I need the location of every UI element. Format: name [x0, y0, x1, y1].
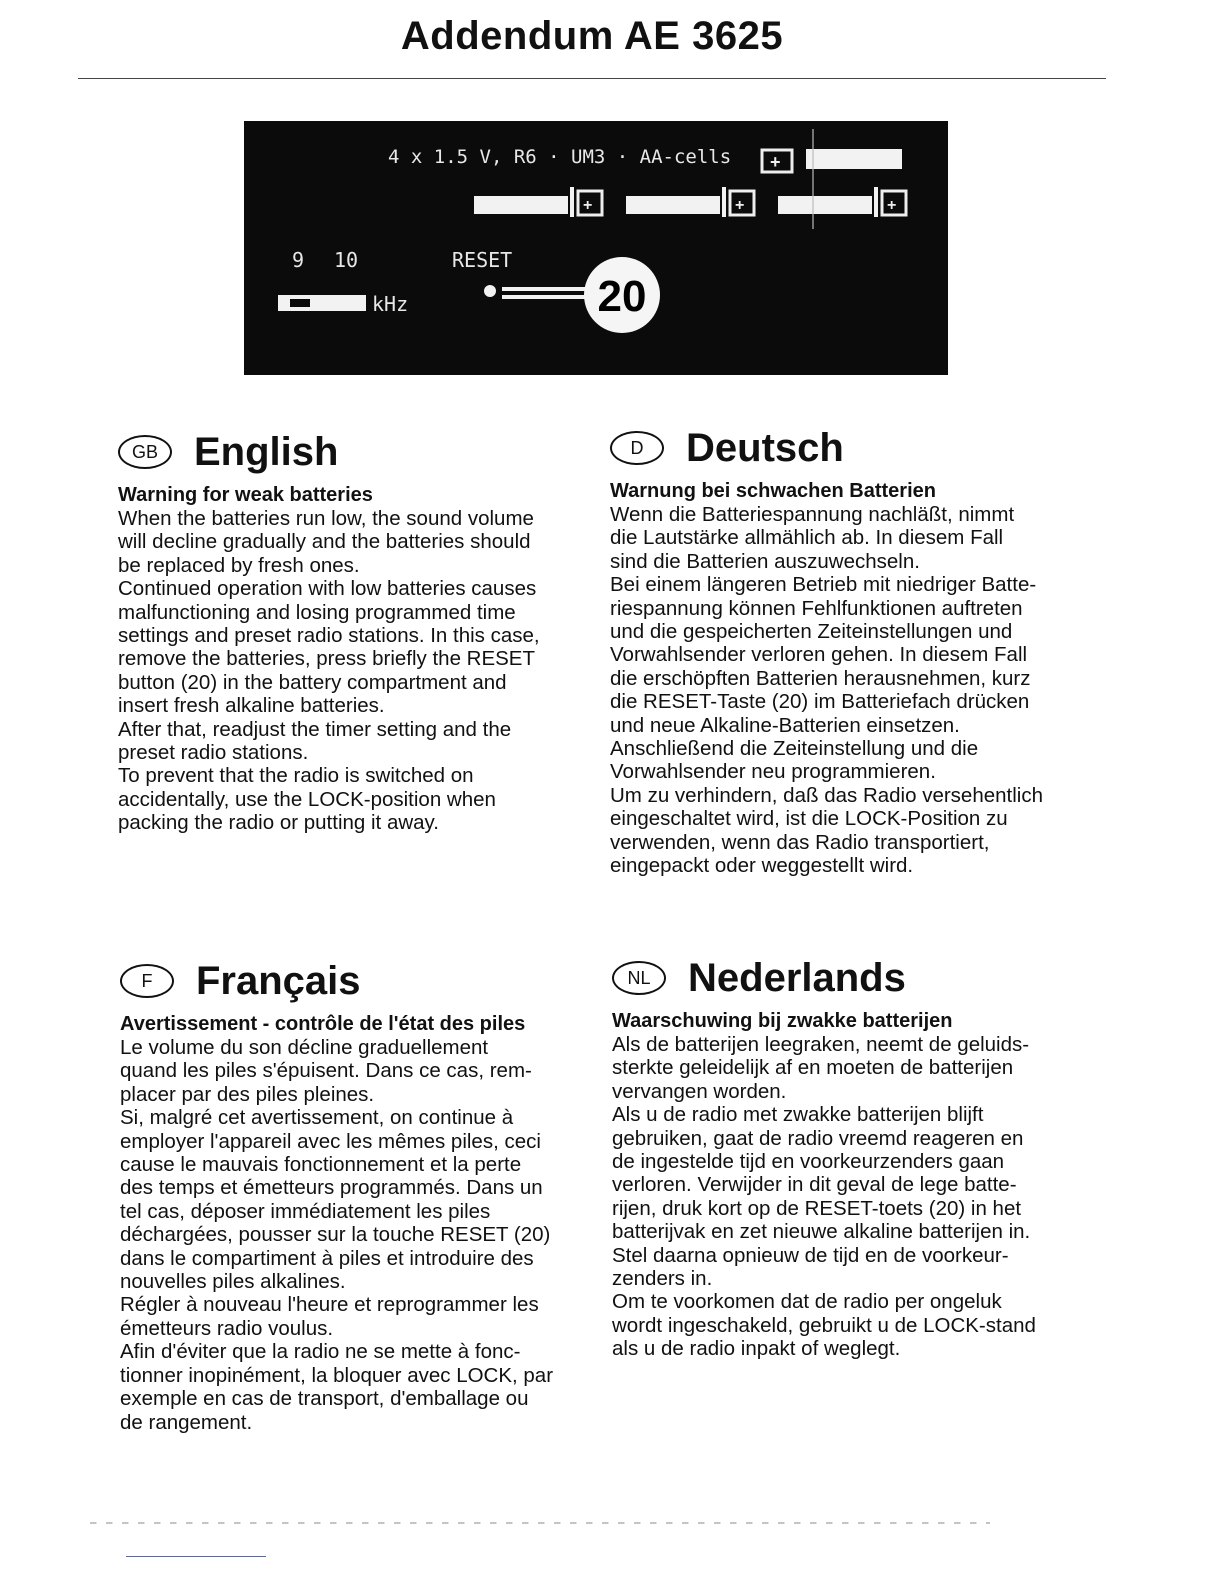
d-badge-icon: D — [610, 431, 664, 465]
reset-label: RESET — [452, 248, 513, 272]
battery-cell-1 — [474, 187, 602, 217]
section-body: When the batteries run low, the sound volume will decline gradually and the batteries should be replaced by fresh ones. Continued operation with low batteries causes malfunctioning and losing programmed time settings and preset radio stations. In this case, remove the batteries, press briefly the RESET button (20) in the battery compartment and insert fresh alkaline batteries. After that, readjust the timer setting and the preset radio stations. To prevent that the radio is switched on accidentally, use the LOCK-position when packing the radio or putting it away. — [118, 507, 540, 835]
section-francais — [120, 953, 600, 1434]
language-title: English — [194, 429, 339, 474]
language-header — [118, 424, 608, 480]
section-nederlands — [612, 950, 1102, 1361]
page-title: Addendum AE 3625 — [400, 14, 784, 58]
compartment-edge — [812, 129, 814, 229]
language-title: Nederlands — [688, 955, 906, 1000]
reset-button — [484, 285, 586, 299]
section-body: Als de batterijen leegraken, neemt de geluids- sterkte geleidelijk af en moeten de batterijen vervangen worden. Als u de radio met zwakke batterijen blijft gebruiken, gaat de radio vreemd reageren en de ingestelde tijd en voorkeurzenders gaan verloren. Verwijder in dit geval de lege batte- rijen, druk kort op de RESET-toets (20) in het batterijvak en zet nieuwe alkaline batterijen in. Stel daarna opnieuw de tijd en de voorkeur- zenders in. Om te voorkomen dat de radio per ongeluk wordt ingeschakeld, gebruikt u de LOCK-stand als u de radio inpakt of weglegt. — [612, 1033, 1036, 1361]
scale-left: 9 — [292, 248, 305, 272]
section-heading: Warning for weak batteries — [118, 484, 373, 506]
footer-rule — [126, 1556, 266, 1557]
f-badge-icon: F — [120, 964, 174, 998]
battery-cell-3 — [778, 187, 906, 217]
language-header — [120, 953, 600, 1009]
battery-icon-top — [762, 149, 902, 172]
section-body: Le volume du son décline graduellement quand les piles s'épuisent. Dans ce cas, rem- placer par des piles pleines. Si, malgré cet avertissement, on continue à employer l'appareil avec les mêmes piles, ceci cause le mauvais fonctionnement et la perte des temps et émetteurs programmés. Dans un tel cas, déposer immédiatement les piles déchargées, pousser sur la touche RESET (20) dans le compartiment à piles et introduire des nouvelles piles alkalines. Régler à nouveau l'heure et reprogrammer les émetteurs radio voulus. Afin d'éviter que la radio ne se mette à fonc- tionner inopinément, la bloquer avec LOCK, par exemple en cas de transport, d'emballage ou de rangement. — [120, 1036, 554, 1434]
language-header — [610, 420, 1100, 476]
scan-artifact-dashes — [90, 1522, 990, 1528]
language-header — [612, 950, 1102, 1006]
nl-badge-icon: NL — [612, 961, 666, 995]
svg-text:+: + — [583, 197, 593, 214]
gb-badge-icon: GB — [118, 435, 172, 469]
scale-right: 10 — [334, 248, 359, 272]
title-divider — [78, 78, 1106, 79]
callout-number: 20 — [597, 272, 647, 321]
battery-cell-2 — [626, 187, 754, 217]
section-heading: Avertissement - contrôle de l'état des piles — [120, 1013, 526, 1035]
svg-text:+: + — [735, 197, 745, 214]
language-title: Deutsch — [686, 425, 844, 470]
diagram-svg — [244, 121, 948, 375]
khz-unit-label: kHz — [372, 292, 409, 316]
section-english — [118, 424, 608, 835]
battery-compartment-diagram — [244, 121, 948, 375]
battery-spec-label: 4 x 1.5 V, R6 · UM3 · AA-cells — [388, 146, 732, 168]
section-deutsch — [610, 420, 1100, 878]
language-title: Français — [196, 958, 361, 1003]
svg-text:+: + — [887, 197, 897, 214]
section-body: Wenn die Batteriespannung nachläßt, nimmt die Lautstärke allmählich ab. In diesem Fall sind die Batterien auszuwechseln. Bei einem längeren Betrieb mit niedriger Batte- riespannung können Fehlfunktionen auftreten und die gespeicherten Zeiteinstellungen und Vorwahlsender verloren gehen. In diesem Fall die erschöpften Batterien herausnehmen, kurz die RESET-Taste (20) im Batteriefach drücken und neue Alkaline-Batterien einsetzen. Anschließend die Zeiteinstellung und die Vorwahlsender neu programmieren. Um zu verhindern, daß das Radio versehentlich eingeschaltet wird, ist die LOCK-Position zu verwenden, wenn das Radio transportiert, eingepackt oder weggestellt wird. — [610, 503, 1043, 878]
section-heading: Waarschuwing bij zwakke batterijen — [612, 1010, 953, 1032]
svg-text:+: + — [770, 152, 781, 172]
callout-20 — [584, 257, 660, 333]
frequency-switch — [278, 295, 366, 311]
section-heading: Warnung bei schwachen Batterien — [610, 480, 936, 502]
